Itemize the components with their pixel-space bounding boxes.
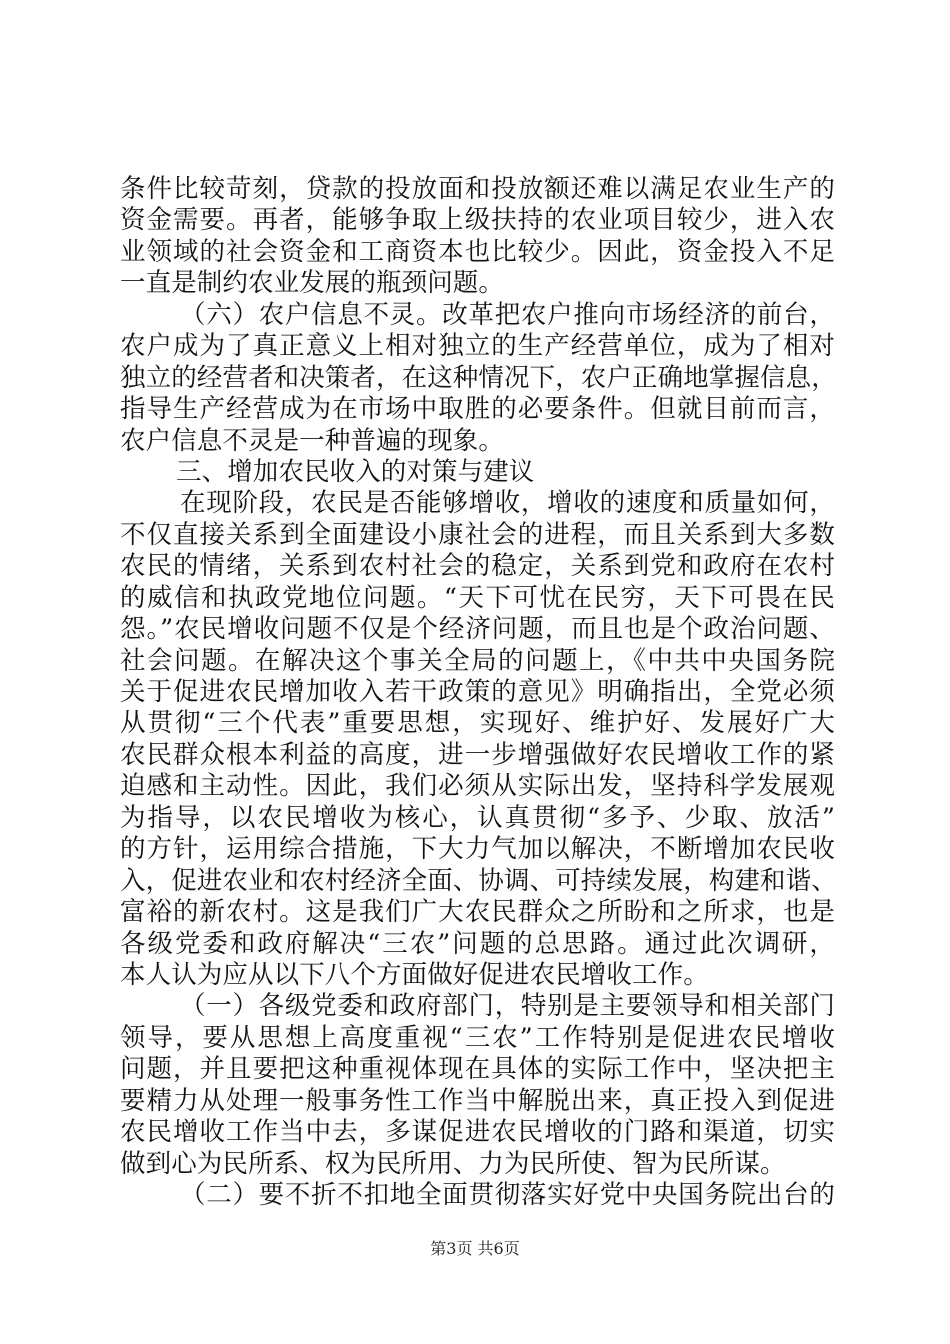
- text-line: 为指导，以农民增收为核心，认真贯彻“多予、少取、放活”: [120, 802, 835, 833]
- text-line: 的方针，运用综合措施，下大力气加以解决，不断增加农民收: [120, 834, 835, 865]
- text-line: 农民增收工作当中去，多谋促进农民增收的门路和渠道，切实: [120, 1117, 835, 1148]
- page-number: 第3页 共6页: [430, 1239, 520, 1258]
- text-line: 农民的情绪，关系到农村社会的稳定，关系到党和政府在农村: [120, 551, 835, 582]
- text-line: 关于促进农民增加收入若干政策的意见》明确指出，全党必须: [120, 677, 835, 707]
- text-line: 社会问题。在解决这个事关全局的问题上，《中共中央国务院: [120, 645, 835, 676]
- text-line: 迫感和主动性。因此，我们必须从实际出发，坚持科学发展观: [120, 771, 835, 802]
- text-line: 独立的经营者和决策者，在这种情况下，农户正确地掌握信息，: [120, 362, 837, 393]
- paragraph-start-line: （一）各级党委和政府部门，特别是主要领导和相关部门: [180, 991, 835, 1022]
- text-line: 一直是制约农业发展的瓶颈问题。: [120, 268, 505, 299]
- text-line: 本人认为应从以下八个方面做好促进农民增收工作。: [120, 959, 709, 990]
- text-line: 入，促进农业和农村经济全面、协调、可持续发展，构建和谐、: [120, 865, 837, 896]
- text-line: 农民群众根本利益的高度，进一步增强做好农民增收工作的紧: [120, 739, 835, 770]
- text-line: 资金需要。再者，能够争取上级扶持的农业项目较少，进入农: [120, 205, 835, 236]
- text-line: 从贯彻“三个代表”重要思想，实现好、维护好、发展好广大: [120, 708, 835, 739]
- text-line: 做到心为民所系、权为民所用、力为民所使、智为民所谋。: [120, 1148, 786, 1179]
- text-line: 指导生产经营成为在市场中取胜的必要条件。但就目前而言，: [120, 394, 835, 425]
- text-line: 不仅直接关系到全面建设小康社会的进程，而且关系到大多数: [120, 519, 835, 550]
- paragraph-start-line: 在现阶段，农民是否能够增收，增收的速度和质量如何，: [180, 488, 835, 519]
- text-line: 条件比较苛刻，贷款的投放面和投放额还难以满足农业生产的: [120, 174, 835, 204]
- section-heading: 三、增加农民收入的对策与建议: [176, 456, 535, 487]
- text-line: 要精力从处理一般事务性工作当中解脱出来，真正投入到促进: [120, 1085, 835, 1116]
- body-text: [120, 174, 835, 1211]
- text-line: 问题，并且要把这种重视体现在具体的实际工作中，坚决把主: [120, 1054, 835, 1085]
- text-line: 各级党委和政府解决“三农”问题的总思路。通过此次调研，: [120, 928, 835, 959]
- text-line: 农户信息不灵是一种普遍的现象。: [120, 425, 505, 456]
- text-line: 怨。”农民增收问题不仅是个经济问题，而且也是个政治问题、: [120, 614, 835, 645]
- text-line: 富裕的新农村。这是我们广大农民群众之所盼和之所求，也是: [120, 897, 835, 928]
- text-line: 领导，要从思想上高度重视“三农”工作特别是促进农民增收: [120, 1022, 835, 1053]
- text-line: 业领域的社会资金和工商资本也比较少。因此，资金投入不足: [120, 236, 835, 267]
- text-line: 的威信和执政党地位问题。“天下可忧在民穷，天下可畏在民: [120, 582, 835, 613]
- paragraph-start-line: （六）农户信息不灵。改革把农户推向市场经济的前台，: [180, 299, 835, 330]
- text-line: 农户成为了真正意义上相对独立的生产经营单位，成为了相对: [120, 331, 835, 362]
- paragraph-start-line: （二）要不折不扣地全面贯彻落实好党中央国务院出台的: [180, 1180, 835, 1210]
